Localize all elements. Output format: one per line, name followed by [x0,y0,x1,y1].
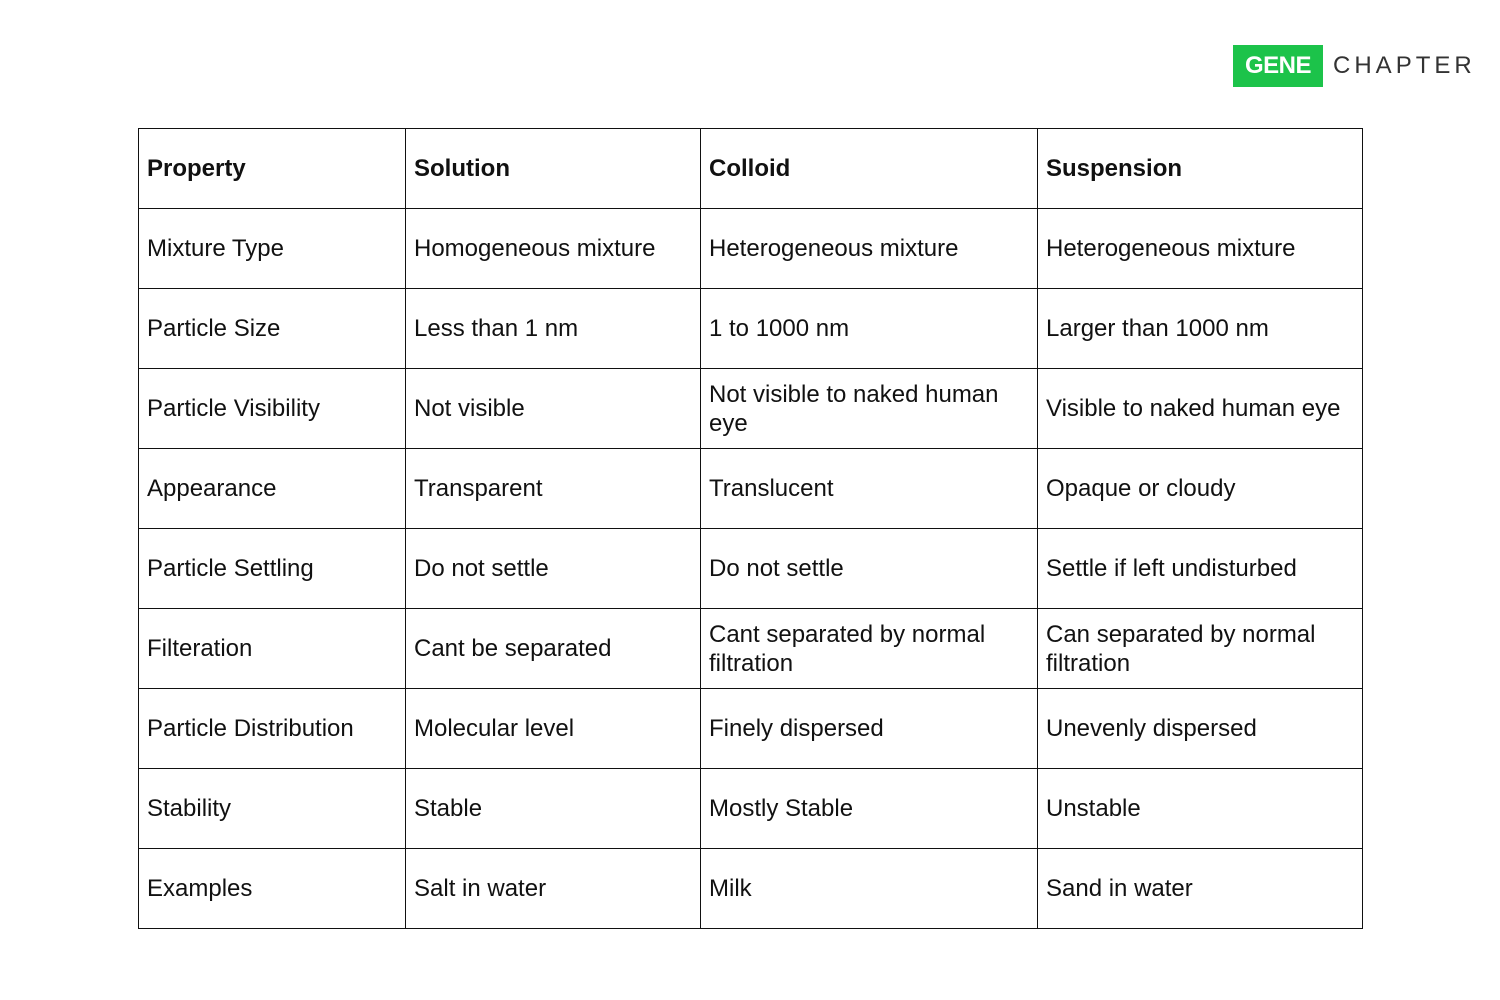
table-row [139,769,1363,849]
colloid-cell: Milk [701,849,1038,929]
header-solution: Solution [406,129,701,209]
solution-cell: Cant be separated [406,609,701,689]
colloid-cell: Mostly Stable [701,769,1038,849]
suspension-cell: Larger than 1000 nm [1038,289,1363,369]
colloid-cell: Do not settle [701,529,1038,609]
table-row [139,689,1363,769]
solution-cell: Salt in water [406,849,701,929]
table-row [139,529,1363,609]
colloid-cell: Cant separated by normal filtration [701,609,1038,689]
colloid-cell: Translucent [701,449,1038,529]
property-cell: Appearance [139,449,406,529]
solution-cell: Not visible [406,369,701,449]
solution-cell: Less than 1 nm [406,289,701,369]
table-row [139,369,1363,449]
property-cell: Examples [139,849,406,929]
suspension-cell: Sand in water [1038,849,1363,929]
logo-text: CHAPTER [1333,52,1476,79]
property-cell: Particle Visibility [139,369,406,449]
table-row [139,209,1363,289]
property-cell: Particle Settling [139,529,406,609]
table-row [139,289,1363,369]
solution-cell: Transparent [406,449,701,529]
colloid-cell: Heterogeneous mixture [701,209,1038,289]
solution-cell: Stable [406,769,701,849]
property-cell: Particle Size [139,289,406,369]
solution-cell: Homogeneous mixture [406,209,701,289]
brand-logo [1233,45,1476,87]
property-cell: Filteration [139,609,406,689]
suspension-cell: Can separated by normal filtration [1038,609,1363,689]
property-cell: Particle Distribution [139,689,406,769]
header-suspension: Suspension [1038,129,1363,209]
solution-cell: Do not settle [406,529,701,609]
header-colloid: Colloid [701,129,1038,209]
colloid-cell: 1 to 1000 nm [701,289,1038,369]
table-row [139,849,1363,929]
suspension-cell: Visible to naked human eye [1038,369,1363,449]
suspension-cell: Unevenly dispersed [1038,689,1363,769]
colloid-cell: Not visible to naked human eye [701,369,1038,449]
property-cell: Mixture Type [139,209,406,289]
table-header-row [139,129,1363,209]
header-property: Property [139,129,406,209]
suspension-cell: Settle if left undisturbed [1038,529,1363,609]
suspension-cell: Heterogeneous mixture [1038,209,1363,289]
suspension-cell: Opaque or cloudy [1038,449,1363,529]
comparison-table [138,128,1363,929]
table-row [139,609,1363,689]
suspension-cell: Unstable [1038,769,1363,849]
colloid-cell: Finely dispersed [701,689,1038,769]
solution-cell: Molecular level [406,689,701,769]
logo-box: GENE [1233,45,1323,87]
table-row [139,449,1363,529]
property-cell: Stability [139,769,406,849]
